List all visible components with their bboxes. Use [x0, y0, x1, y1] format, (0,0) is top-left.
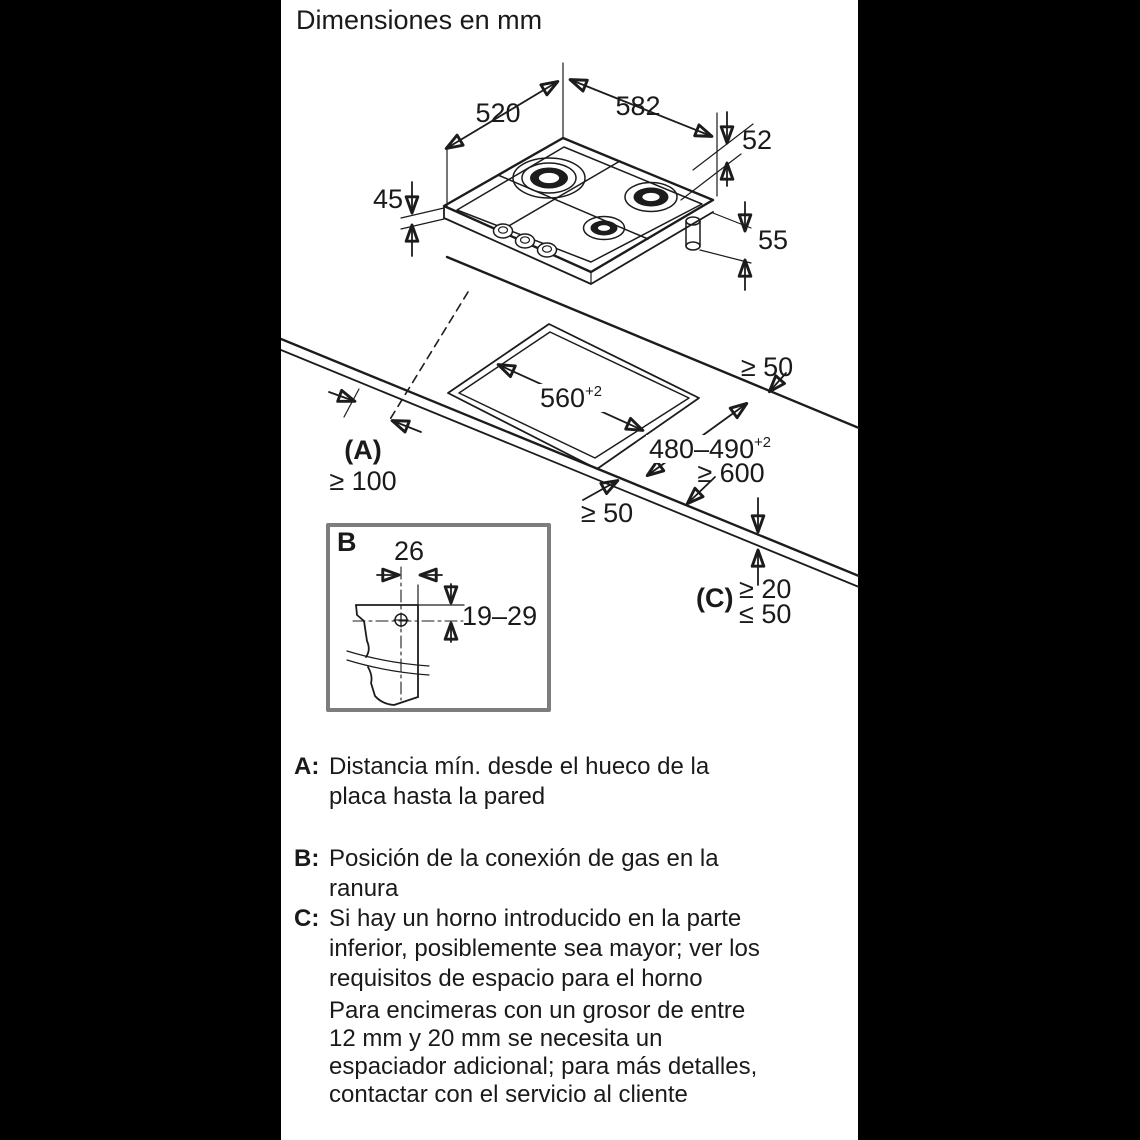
ref-label-b: B [337, 527, 357, 557]
note-b-text: Posición de la conexión de gas en la ranura [329, 845, 719, 902]
note-c-text: Si hay un horno introducido en la parte inferior, posiblemente sea mayor; ver los requisitos de espacio para el horno [329, 905, 760, 992]
ref-label-a: (A) [344, 435, 382, 465]
dim-gas-range-19-29: 19–29 [462, 601, 538, 631]
dim-thickness-max: ≤ 50 [739, 599, 792, 629]
profile-outline [356, 605, 418, 697]
dim-width-582: 582 [615, 91, 661, 121]
dim-side-clearance: ≥ 50 [740, 352, 794, 382]
projection-dashed-line [389, 292, 468, 421]
dim-height-55: 55 [758, 225, 789, 255]
dim-height-45: 45 [373, 184, 404, 214]
note-a-label: A: [294, 753, 320, 780]
letterbox-left [0, 0, 281, 1140]
letterbox-right [858, 0, 1140, 1140]
note-c-label: C: [294, 905, 320, 932]
note-a [294, 752, 709, 812]
control-knobs [494, 224, 557, 257]
hob-isometric-view [401, 63, 753, 290]
dim-wall-clearance: ≥ 100 [329, 466, 397, 496]
dim-depth-520: 520 [475, 98, 521, 128]
burner-medium [625, 183, 677, 212]
dim-worktop-depth: ≥ 600 [697, 458, 765, 488]
worktop-cutout-view [281, 257, 859, 587]
ref-label-c: (C) [696, 583, 734, 613]
dim-cutout-depth: $480-490^{+2}$ [646, 435, 774, 463]
note-a-text: Distancia mín. desde el hueco de la placa hasta la pared [329, 753, 710, 810]
note-c [294, 904, 760, 994]
dim-front-clearance: ≥ 50 [580, 498, 634, 528]
dim-cutout-width: $560^{+2}$ [537, 384, 605, 412]
burner-large [513, 158, 585, 198]
dim-gas-offset-26: 26 [393, 536, 425, 566]
spacer-paragraph: Para encimeras con un grosor de entre 12 mm y 20 mm se necesita un espaciador adicional; para más detalles, contactar con el servicio al cliente [329, 997, 758, 1108]
dim-thickness-min: ≥ 20 [739, 574, 792, 604]
note-b [294, 844, 719, 904]
dim-corner-52: 52 [742, 125, 773, 155]
note-b-label: B: [294, 845, 320, 872]
wall-edge-line [447, 257, 859, 428]
hob-inner-rim [457, 147, 702, 262]
dimension-sheet [281, 0, 858, 1140]
page-title: Dimensiones en mm [296, 5, 543, 35]
